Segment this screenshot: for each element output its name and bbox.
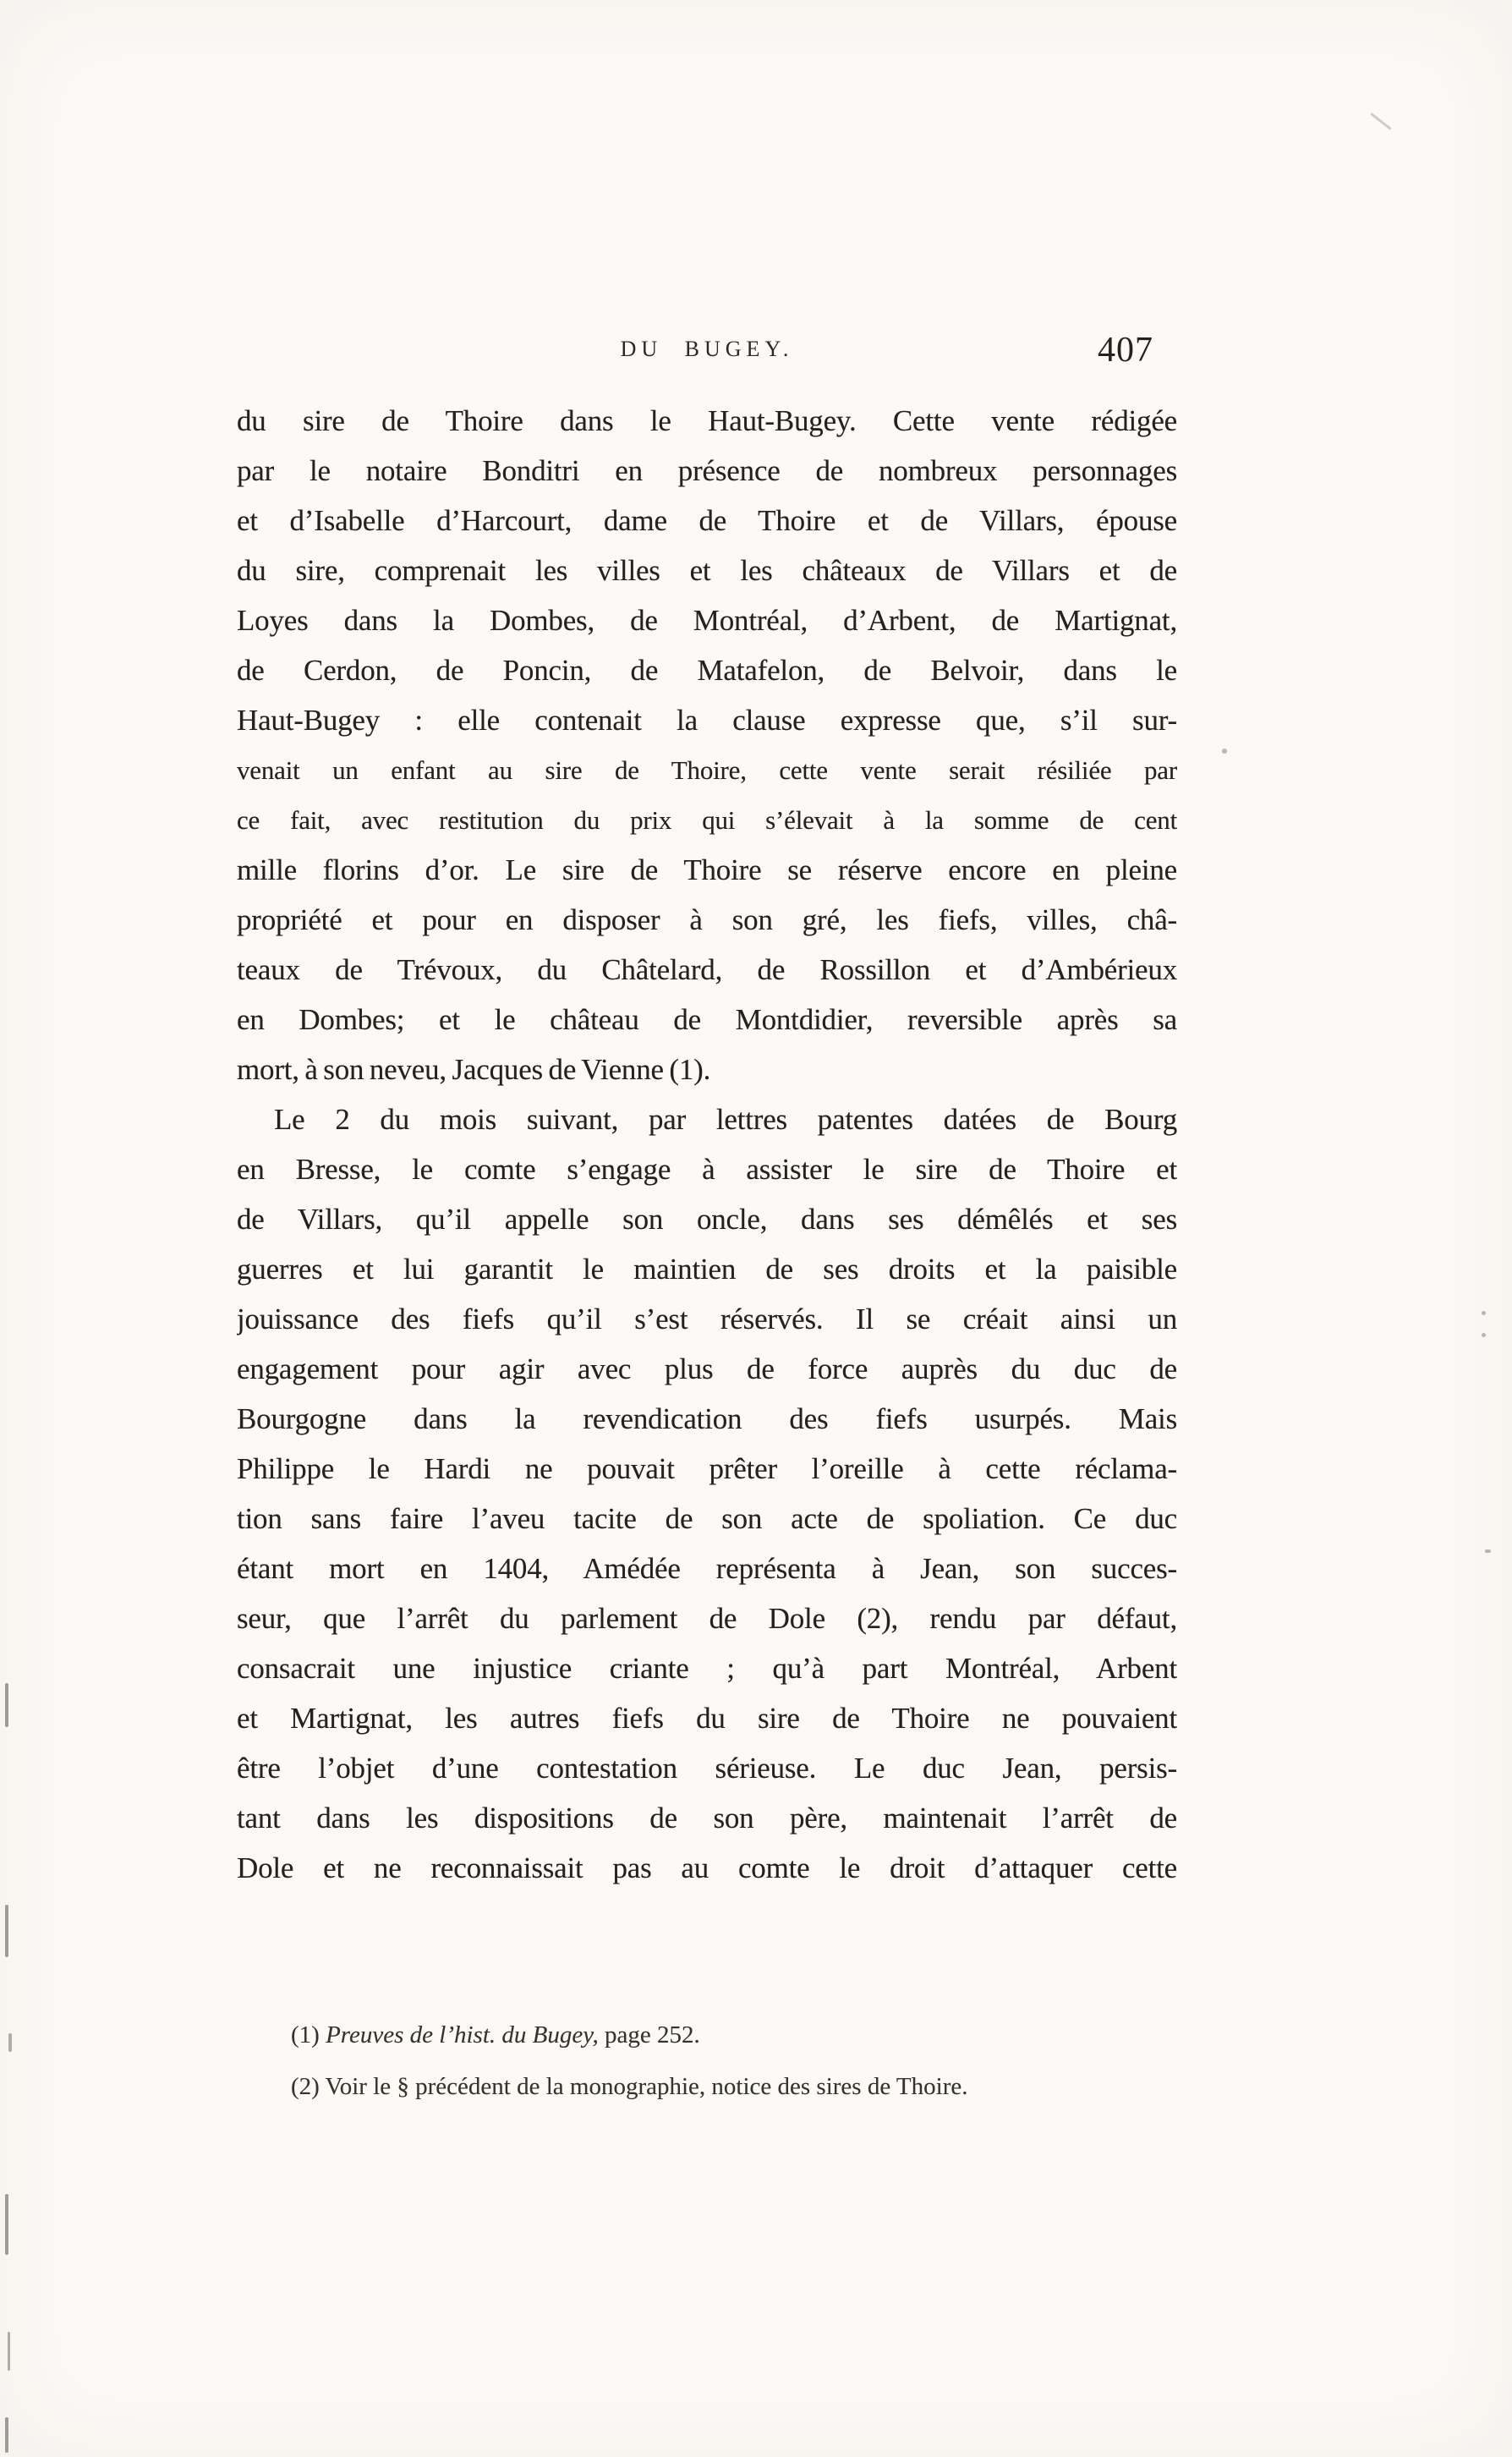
ink-speck (1482, 1311, 1486, 1315)
text-line: du sire de Thoire dans le Haut-Bugey. Cette vente rédigée (237, 404, 1177, 437)
text-line: de Villars, qu’il appelle son oncle, dans ses démêlés et ses (237, 1203, 1177, 1236)
text-line: en Bresse, le comte s’engage à assister le sire de Thoire et (237, 1153, 1177, 1186)
text-line: être l’objet d’une contestation sérieuse. Le duc Jean, persis- (237, 1752, 1177, 1785)
running-title: DU BUGEY. (620, 337, 794, 361)
page-edge-mark (5, 1905, 8, 1957)
text-line: tant dans les dispositions de son père, maintenait l’arrêt de (237, 1802, 1177, 1835)
text-line: propriété et pour en disposer à son gré, les fiefs, villes, châ- (237, 903, 1177, 936)
text-line: Haut-Bugey : elle contenait la clause expresse que, s’il sur- (237, 704, 1177, 737)
text-line: venait un enfant au sire de Thoire, cette vente serait résiliée par (237, 755, 1177, 785)
text-line: tion sans faire l’aveu tacite de son acte de spoliation. Ce duc (237, 1502, 1177, 1535)
text-line: ce fait, avec restitution du prix qui s’élevait à la somme de cent (237, 805, 1177, 835)
text-line: guerres et lui garantit le maintien de ses droits et la paisible (237, 1253, 1177, 1286)
page-header (237, 331, 1177, 376)
body-text (237, 396, 1177, 1893)
ink-speck (1482, 1333, 1486, 1337)
page-number: 407 (1098, 331, 1153, 370)
text-line: étant mort en 1404, Amédée représenta à Jean, son succes- (237, 1552, 1177, 1585)
text-line: et Martignat, les autres fiefs du sire de Thoire ne pouvaient (237, 1702, 1177, 1735)
page-edge-mark (5, 1683, 8, 1727)
footnote-text: (2) Voir le § précédent de la monographie, notice des sires de Thoire. (291, 2073, 968, 2100)
ink-speck (1222, 749, 1227, 754)
text-line: jouissance des fiefs qu’il s’est réservés. Il se créait ainsi un (237, 1303, 1177, 1335)
footnote (291, 2010, 1177, 2061)
text-line: Dole et ne reconnaissait pas au comte le droit d’attaquer cette (237, 1851, 1177, 1884)
text-line: et d’Isabelle d’Harcourt, dame de Thoire et de Villars, épouse (237, 504, 1177, 537)
text-line: engagement pour agir avec plus de force auprès du duc de (237, 1352, 1177, 1385)
text-line: Loyes dans la Dombes, de Montréal, d’Arbent, de Martignat, (237, 604, 1177, 637)
text-block (237, 331, 1177, 2113)
text-line: consacrait une injustice criante ; qu’à part Montréal, Arbent (237, 1652, 1177, 1685)
text-line: mort, à son neveu, Jacques de Vienne (1). (237, 1053, 711, 1086)
text-line: en Dombes; et le château de Montdidier, reversible après sa (237, 1003, 1177, 1036)
text-line: seur, que l’arrêt du parlement de Dole (2), rendu par défaut, (237, 1602, 1177, 1635)
page-edge-mark (5, 2194, 8, 2255)
page-edge-mark (8, 2033, 12, 2052)
scratch-mark (1370, 112, 1391, 130)
text-line: Bourgogne dans la revendication des fiefs usurpés. Mais (237, 1402, 1177, 1435)
text-line: du sire, comprenait les villes et les châteaux de Villars et de (237, 554, 1177, 587)
page-edge-mark (8, 2332, 10, 2371)
footnote-title-italic: Preuves de l’hist. du Bugey, (326, 2021, 599, 2048)
text-line: teaux de Trévoux, du Châtelard, de Rossillon et d’Ambérieux (237, 953, 1177, 986)
text-line: mille florins d’or. Le sire de Thoire se réserve encore en pleine (237, 853, 1177, 886)
text-line: par le notaire Bonditri en présence de nombreux personnages (237, 454, 1177, 487)
page-edge-mark (5, 2417, 8, 2453)
ink-speck (1485, 1549, 1491, 1553)
footnote-text: (1) (291, 2021, 326, 2048)
text-line: de Cerdon, de Poncin, de Matafelon, de Belvoir, dans le (237, 654, 1177, 687)
text-line: Le 2 du mois suivant, par lettres patentes datées de Bourg (274, 1103, 1177, 1136)
footnote-text: page 252. (598, 2021, 700, 2048)
footnote (291, 2061, 1177, 2113)
text-line: Philippe le Hardi ne pouvait prêter l’oreille à cette réclama- (237, 1452, 1177, 1485)
footnotes (237, 2010, 1177, 2113)
